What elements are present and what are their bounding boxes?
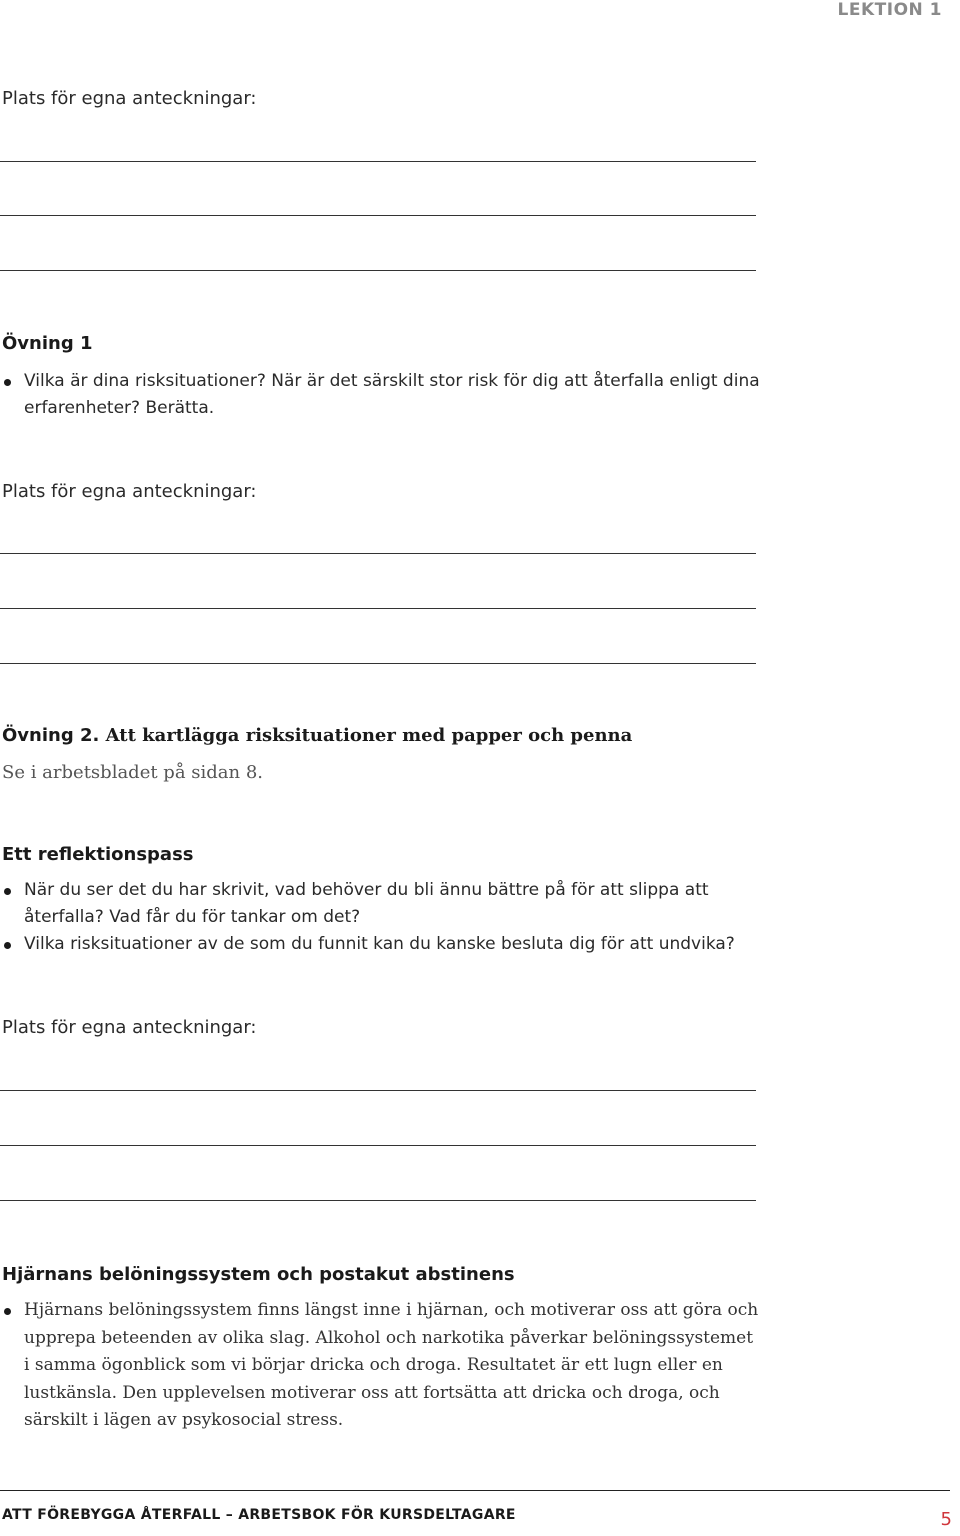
bullet-icon xyxy=(4,379,11,386)
notes-label: Plats för egna anteckningar: xyxy=(2,481,257,502)
writing-line[interactable] xyxy=(0,1145,756,1146)
list-item xyxy=(2,877,762,931)
page-number: 5 xyxy=(940,1509,952,1530)
writing-line[interactable] xyxy=(0,1200,756,1201)
exercise-2-title-text: Att kartlägga risksituationer med papper och penna xyxy=(105,725,633,746)
writing-line[interactable] xyxy=(0,553,756,554)
exercise-1-bullet-list xyxy=(2,368,762,422)
bullet-text: Vilka är dina risksituationer? När är det särskilt stor risk för dig att återfalla enligt dina erfarenheter? Berätta. xyxy=(24,371,760,418)
bullet-icon xyxy=(4,1308,11,1315)
reflection-title: Ett reflektionspass xyxy=(2,844,194,865)
bullet-text: När du ser det du har skrivit, vad behöver du bli ännu bättre på för att slippa att återfalla? Vad får du för tankar om det? xyxy=(24,880,709,927)
footer-divider xyxy=(0,1490,950,1491)
writing-line[interactable] xyxy=(0,608,756,609)
footer-title: ATT FÖREBYGGA ÅTERFALL – ARBETSBOK FÖR KURSDELTAGARE xyxy=(2,1507,516,1523)
writing-line[interactable] xyxy=(0,663,756,664)
exercise-2-title-prefix: Övning 2. xyxy=(2,725,100,746)
reward-system-title: Hjärnans belöningssystem och postakut abstinens xyxy=(2,1264,515,1285)
exercise-2-title xyxy=(2,725,632,746)
lesson-header-label: LEKTION 1 xyxy=(837,0,942,20)
notes-label: Plats för egna anteckningar: xyxy=(2,88,257,109)
notes-label: Plats för egna anteckningar: xyxy=(2,1017,257,1038)
writing-line[interactable] xyxy=(0,215,756,216)
list-item xyxy=(2,368,762,422)
exercise-1-title: Övning 1 xyxy=(2,333,93,354)
bullet-text: Vilka risksituationer av de som du funnit kan du kanske besluta dig för att undvika? xyxy=(24,934,735,954)
writing-line[interactable] xyxy=(0,161,756,162)
bullet-text: Hjärnans belöningssystem finns längst inne i hjärnan, och motiverar oss att göra och upprepa beteenden av olika slag. Alkohol och narkotika påverkar belöningssystemet i samma ögonblick som vi börjar dricka och droga. Resultatet är ett lugn eller en lustkänsla. Den upplevelsen motiverar oss att fortsätta att dricka och droga, och särskilt i lägen av psykosocial stress. xyxy=(24,1300,759,1430)
reflection-bullet-list xyxy=(2,877,762,958)
bullet-icon xyxy=(4,942,11,949)
writing-line[interactable] xyxy=(0,1090,756,1091)
list-item xyxy=(2,1297,762,1435)
exercise-2-note: Se i arbetsbladet på sidan 8. xyxy=(2,762,264,783)
bullet-icon xyxy=(4,888,11,895)
writing-line[interactable] xyxy=(0,270,756,271)
reward-system-bullet-list xyxy=(2,1297,762,1435)
list-item xyxy=(2,931,762,958)
